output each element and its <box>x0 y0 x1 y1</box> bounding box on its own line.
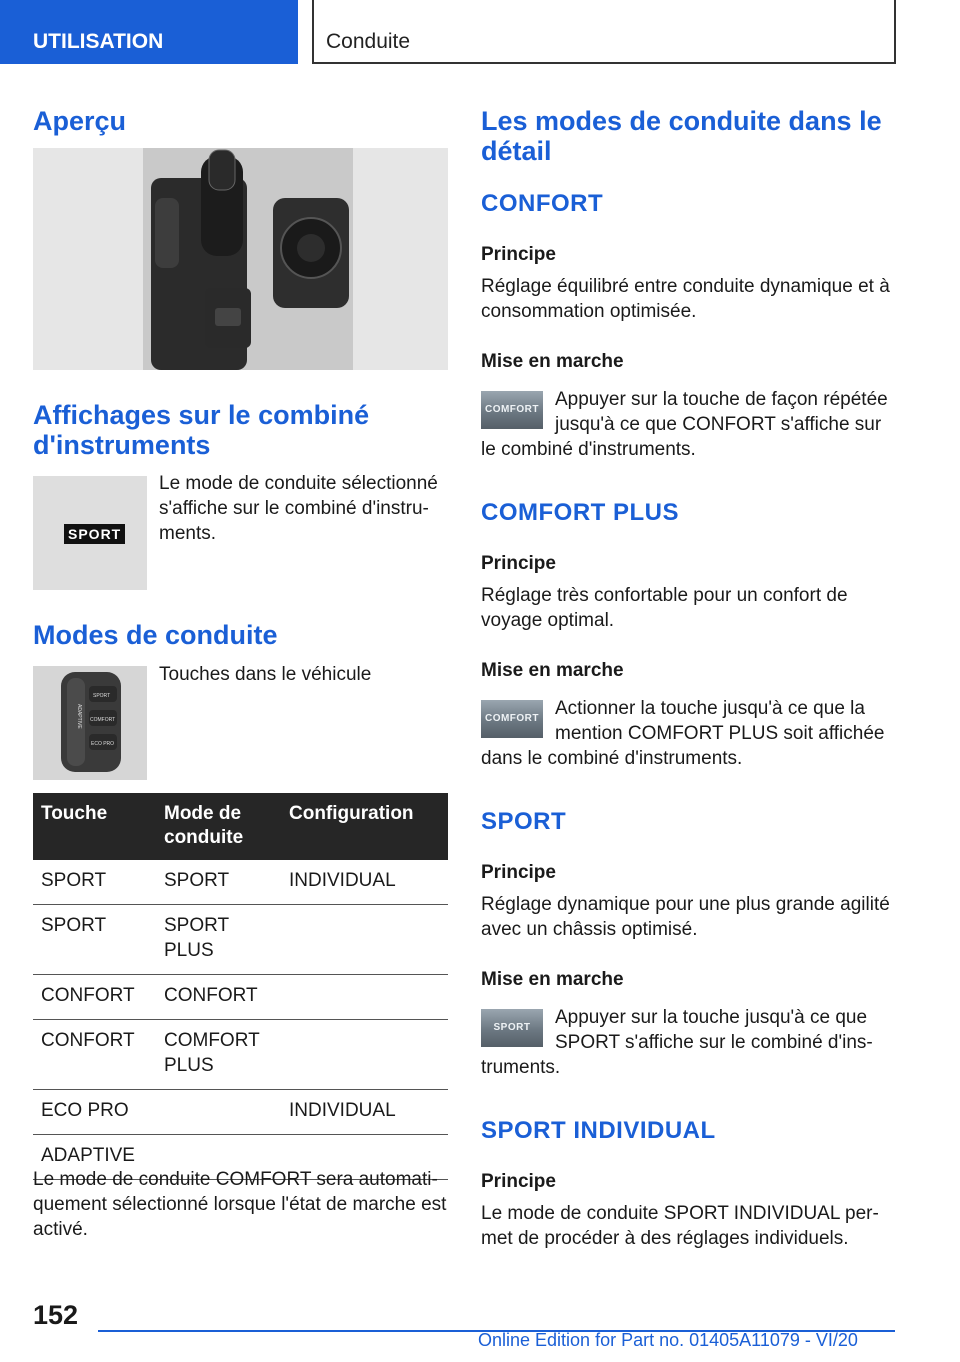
section-tab: UTILISATION <box>0 0 298 64</box>
detail-heading: Les modes de conduite dans le détail <box>481 106 882 166</box>
table-cell <box>281 1020 448 1090</box>
table-row <box>33 905 448 975</box>
table-header-row <box>33 793 448 860</box>
table-cell: SPORT <box>33 860 156 905</box>
table-cell <box>281 975 448 1020</box>
table-row <box>33 1020 448 1090</box>
display-description: Le mode de conduite sélectionné s'affiche sur le combiné d'instru-ments. <box>159 473 438 544</box>
sport-individual-principle-label: Principe <box>481 1171 556 1192</box>
comfort-plus-principle-label: Principe <box>481 553 556 574</box>
modes-table <box>33 793 448 1180</box>
sport-activation-line3: truments. <box>481 1057 561 1078</box>
mode-switch-illustration <box>33 666 147 780</box>
table-cell: SPORT PLUS <box>156 905 281 975</box>
table-cell: CONFORT <box>156 975 281 1020</box>
switch-label-comfort: COMFORT <box>90 717 116 723</box>
table-cell: SPORT <box>156 860 281 905</box>
comfort-plus-button-icon: COMFORT <box>481 700 543 738</box>
sport-principle-label: Principe <box>481 862 556 883</box>
modes-heading: Modes de conduite <box>33 620 278 650</box>
table-cell: INDIVIDUAL <box>281 1090 448 1135</box>
switch-label-adaptive: ADAPTIVE <box>76 704 82 729</box>
table-cell <box>156 1090 281 1135</box>
chapter-title: Conduite <box>312 0 896 64</box>
confort-activation-line1: Appuyer sur la touche de façon répétée <box>555 389 888 410</box>
sport-principle: Réglage dynamique pour une plus grande agilité avec un châssis optimisé. <box>481 894 890 940</box>
confort-heading: CONFORT <box>481 190 604 217</box>
table-cell: ADAPTIVE <box>33 1135 156 1180</box>
table-cell: COMFORT PLUS <box>156 1020 281 1090</box>
table-row <box>33 1090 448 1135</box>
comfort-plus-activation-label: Mise en marche <box>481 660 624 681</box>
table-row <box>33 860 448 905</box>
auto-comfort-note: Le mode de conduite COMFORT sera automati-quement sélectionné lorsque l'état de marche est activé. <box>33 1169 447 1240</box>
table-cell: CONFORT <box>33 975 156 1020</box>
display-heading: Affichages sur le combiné d'instruments <box>33 400 370 460</box>
confort-activation-label: Mise en marche <box>481 351 624 372</box>
table-cell: INDIVIDUAL <box>281 860 448 905</box>
sport-display-badge: SPORT <box>64 524 125 544</box>
table-header-config: Configuration <box>281 793 448 860</box>
table-header-key: Touche <box>33 793 156 860</box>
confort-principle-label: Principe <box>481 244 556 265</box>
cluster-display-image <box>33 476 147 590</box>
table-cell: ECO PRO <box>33 1090 156 1135</box>
modes-description: Touches dans le véhicule <box>159 664 372 685</box>
comfort-plus-heading: COMFORT PLUS <box>481 499 679 526</box>
table-row <box>33 975 448 1020</box>
comfort-plus-principle: Réglage très confortable pour un confort de voyage optimal. <box>481 585 848 631</box>
overview-heading: Aperçu <box>33 106 127 136</box>
table-cell: CONFORT <box>33 1020 156 1090</box>
sport-activation-line2: SPORT s'affiche sur le combiné d'ins- <box>555 1032 873 1053</box>
center-console-illustration <box>33 148 448 370</box>
comfort-plus-activation-line1: Actionner la touche jusqu'à ce que la <box>555 698 865 719</box>
confort-activation-line2: jusqu'à ce que CONFORT s'affiche sur <box>555 414 882 435</box>
mode-switch-image <box>33 666 147 780</box>
switch-label-eco-pro: ECO PRO <box>91 741 115 747</box>
center-console-photo <box>33 148 448 370</box>
edition-link[interactable]: Online Edition for Part no. 01405A11079 - VI/20 <box>478 1330 858 1350</box>
comfort-plus-activation-line2: mention COMFORT PLUS soit affichée <box>555 723 885 744</box>
sport-individual-heading: SPORT INDIVIDUAL <box>481 1117 716 1144</box>
sport-individual-principle: Le mode de conduite SPORT INDIVIDUAL per-met de procéder à des réglages individuels. <box>481 1203 879 1249</box>
page-number: 152 <box>33 1300 79 1330</box>
comfort-button-icon: COMFORT <box>481 391 543 429</box>
comfort-plus-activation-line3: dans le combiné d'instruments. <box>481 748 743 769</box>
sport-activation-line1: Appuyer sur la touche jusqu'à ce que <box>555 1007 868 1028</box>
sport-activation-label: Mise en marche <box>481 969 624 990</box>
sport-button-icon: SPORT <box>481 1009 543 1047</box>
table-cell: SPORT <box>33 905 156 975</box>
confort-activation-line3: le combiné d'instruments. <box>481 439 696 460</box>
switch-label-sport: SPORT <box>93 693 111 699</box>
table-cell <box>281 905 448 975</box>
table-header-mode: Mode de conduite <box>156 793 281 860</box>
confort-principle: Réglage équilibré entre conduite dynamique et à consommation optimisée. <box>481 276 890 322</box>
sport-heading: SPORT <box>481 808 567 835</box>
